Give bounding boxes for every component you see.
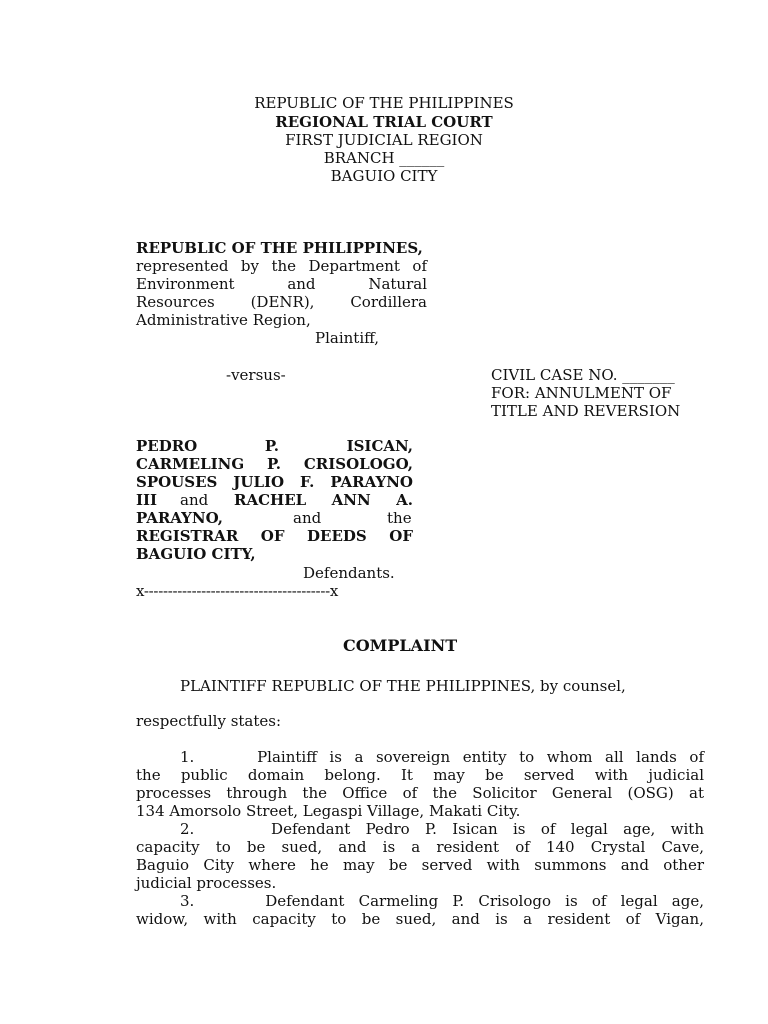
defendant-line-1: PEDRO P. ISICAN, [136, 437, 413, 455]
defendant-line-5b: and [293, 509, 322, 527]
versus-label: -versus- [226, 366, 286, 384]
defendant-line-3: SPOUSES JULIO F. PARAYNO [136, 473, 413, 491]
para-3-line-2: widow, with capacity to be sued, and is a resident of Vigan, [136, 910, 704, 928]
header-court: REGIONAL TRIAL COURT [275, 113, 493, 131]
caption-separator: x---------------------------------------x [136, 582, 339, 600]
para-1-line-2: the public domain belong. It may be served with judicial [136, 766, 704, 784]
case-for-line-2: TITLE AND REVERSION [491, 402, 681, 420]
plaintiff-name: REPUBLIC OF THE PHILIPPINES, [136, 239, 423, 257]
para-2-line-2: capacity to be sued, and is a resident of 140 Crystal Cave, [136, 838, 704, 856]
plaintiff-line-1: represented by the Department of [136, 257, 427, 275]
case-number: CIVIL CASE NO. _______ [491, 366, 675, 384]
intro-line-1: PLAINTIFF REPUBLIC OF THE PHILIPPINES, by counsel, [180, 677, 626, 695]
para-2-line-1: 2. Defendant Pedro P. Isican is of legal age, with [180, 820, 704, 838]
defendants-role: Defendants. [303, 564, 395, 582]
defendant-line-2: CARMELING P. CRISOLOGO, [136, 455, 413, 473]
defendant-line-4b: and [180, 491, 209, 509]
plaintiff-line-2: Environment and Natural [136, 275, 427, 293]
intro-line-2: respectfully states: [136, 712, 282, 730]
defendant-line-7: BAGUIO CITY, [136, 545, 256, 563]
plaintiff-line-4: Administrative Region, [136, 311, 311, 329]
header-country: REPUBLIC OF THE PHILIPPINES [254, 94, 514, 112]
defendant-line-4c: RACHEL ANN A. [234, 491, 413, 509]
defendant-line-5c: the [387, 509, 412, 527]
para-1-line-1: 1. Plaintiff is a sovereign entity to whom all lands of [180, 748, 704, 766]
para-2-line-3: Baguio City where he may be served with summons and other [136, 856, 704, 874]
para-3-line-1: 3. Defendant Carmeling P. Crisologo is of legal age, [180, 892, 704, 910]
case-for-line-1: FOR: ANNULMENT OF [491, 384, 672, 402]
defendant-line-6: REGISTRAR OF DEEDS OF [136, 527, 413, 545]
para-1-line-4: 134 Amorsolo Street, Legaspi Village, Makati City. [136, 802, 521, 820]
header-region: FIRST JUDICIAL REGION [285, 131, 483, 149]
plaintiff-role: Plaintiff, [315, 329, 380, 347]
defendant-line-4a: III [136, 491, 158, 509]
plaintiff-line-3: Resources (DENR), Cordillera [136, 293, 427, 311]
para-2-line-4: judicial processes. [136, 874, 277, 892]
para-1-line-3: processes through the Office of the Solicitor General (OSG) at [136, 784, 704, 802]
header-city: BAGUIO CITY [330, 167, 438, 185]
defendant-line-5a: PARAYNO, [136, 509, 224, 527]
header-branch: BRANCH ______ [323, 149, 445, 167]
document-title: COMPLAINT [343, 636, 458, 655]
